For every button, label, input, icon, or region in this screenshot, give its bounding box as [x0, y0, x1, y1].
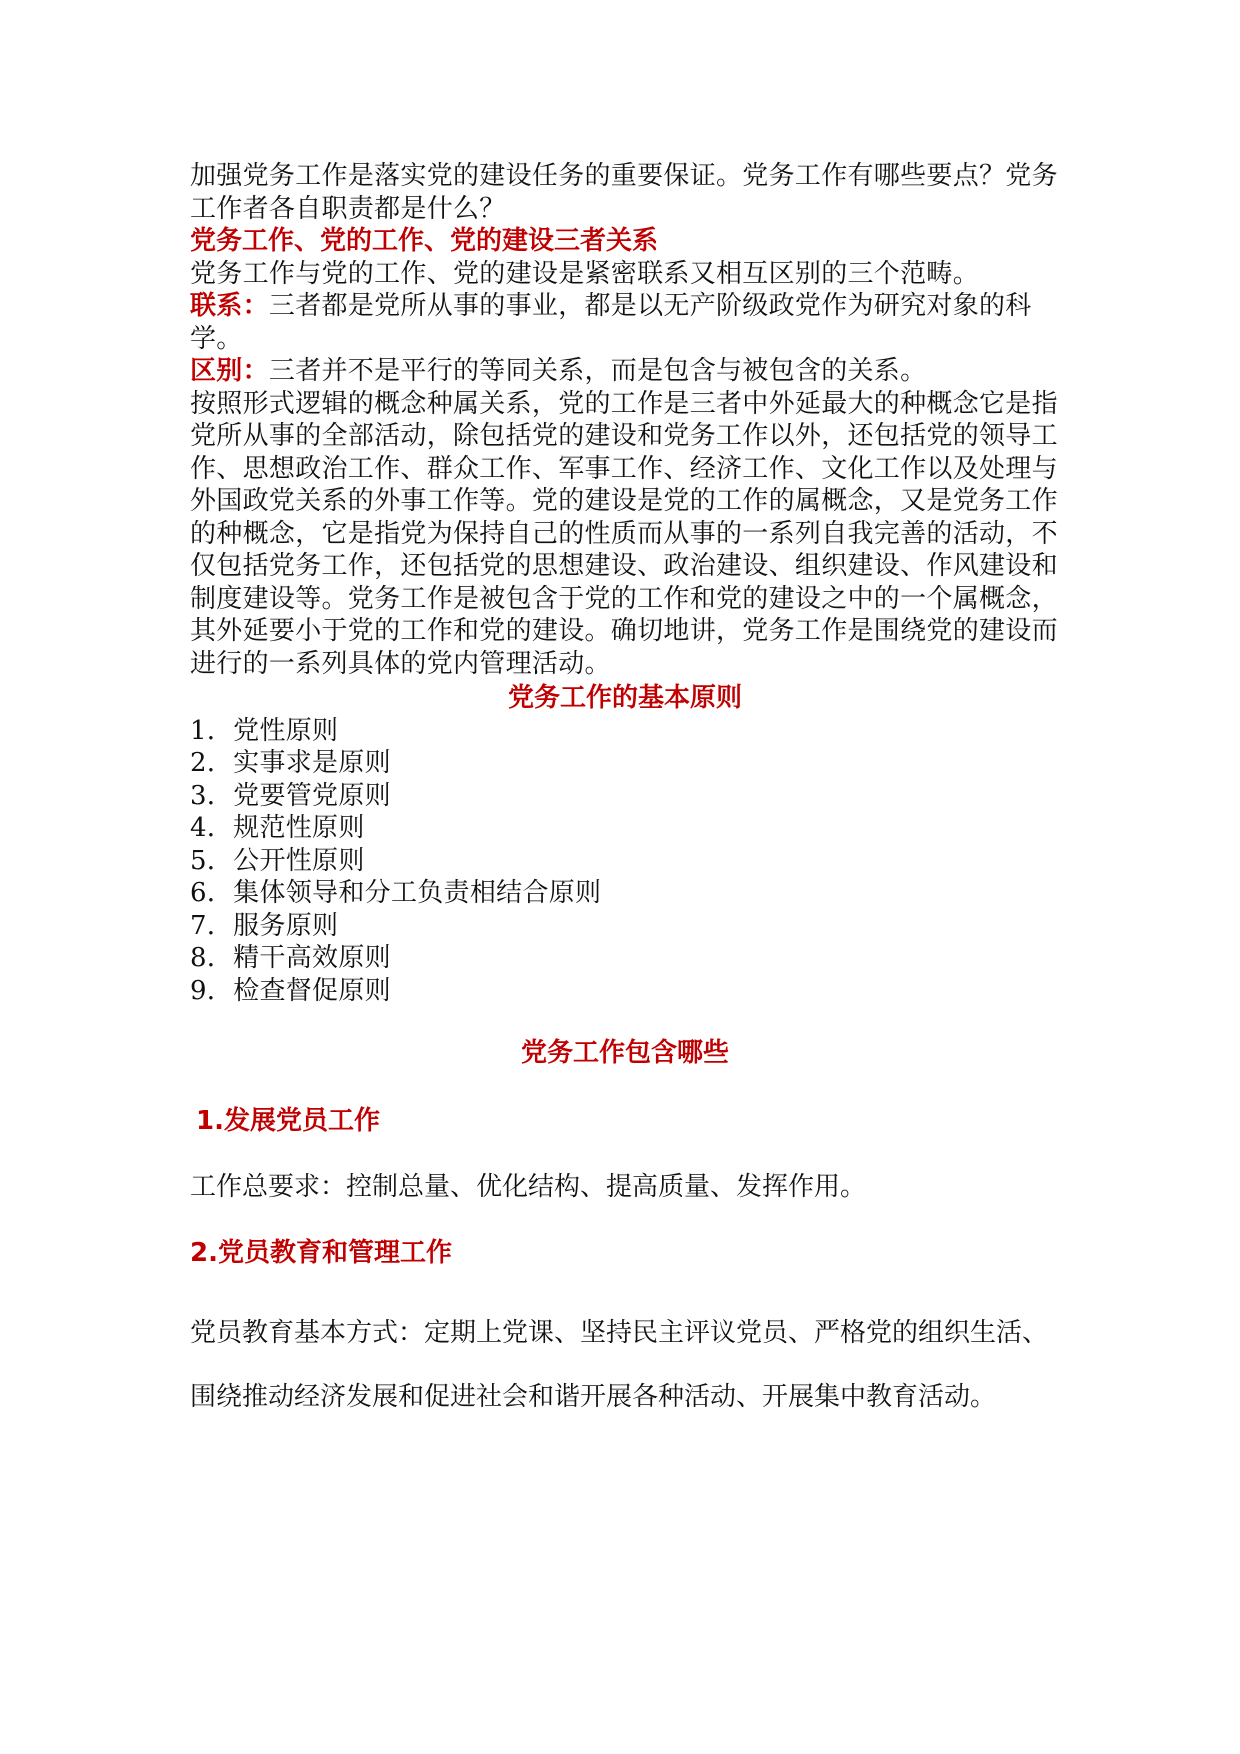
principle-item: 9．检查督促原则	[190, 975, 391, 1006]
principles-title: 党务工作的基本原则	[507, 683, 742, 713]
section2-heading: 2.党员教育和管理工作	[190, 1238, 452, 1268]
principle-item: 1．党性原则	[190, 715, 339, 746]
section1-text: 工作总要求：控制总量、优化结构、提高质量、发挥作用。	[190, 1172, 867, 1202]
principle-item: 3．党要管党原则	[190, 780, 391, 811]
principle-item: 8．精干高效原则	[190, 943, 391, 973]
diff-text: 三者并不是平行的等同关系，而是包含与被包含的关系。	[268, 356, 927, 386]
contents-title: 党务工作包含哪些	[520, 1038, 729, 1068]
principle-item: 7．服务原则	[190, 910, 339, 941]
principle-item: 6．集体领导和分工负责相结合原则	[190, 878, 602, 908]
relation-paragraph: 党务工作与党的工作、党的建设是紧密联系又相互区别的三个范畴。	[190, 258, 980, 289]
relation-heading: 党务工作、党的工作、党的建设三者关系	[190, 226, 659, 256]
detail-paragraph: 按照形式逻辑的概念种属关系，党的工作是三者中外延最大的种概念它是指党所从事的全部活动，除包括党的建设和党务工作以外，还包括党的领导工作、思想政治工作、群众工作、军事工作、经济工作、文化工作以及处理与外国政党关系的外事工作等。党的建设是党的工作的属概念，又是党务工作的种概念，它是指党为保持自己的性质而从事的一系列自我完善的活动，不仅包括党务工作，还包括党的思想建设、政治建设、组织建设、作风建设和制度建设等。党务工作是被包含于党的工作和党的建设之中的一个属概念，其外延要小于党的工作和党的建设。确切地讲，党务工作是围绕党的建设而进行的一系列具体的党内管理活动。	[190, 388, 1058, 679]
section2-text: 党员教育基本方式：定期上党课、坚持民主评议党员、严格党的组织生活、围绕推动经济发展和促进社会和谐开展各种活动、开展集中教育活动。	[190, 1318, 1049, 1412]
section1-heading: 1.发展党员工作	[196, 1106, 380, 1136]
link-paragraph	[190, 290, 1060, 355]
link-label: 联系：	[190, 291, 269, 321]
principle-item: 4．规范性原则	[190, 813, 365, 843]
principles-list	[190, 715, 1060, 1008]
principle-item: 5．公开性原则	[190, 845, 365, 876]
intro-paragraph: 加强党务工作是落实党的建设任务的重要保证。党务工作有哪些要点？党务工作者各自职责都是什么？	[190, 161, 1058, 224]
diff-label: 区别：	[190, 356, 269, 386]
document-page	[190, 160, 1060, 1429]
principle-item: 2．实事求是原则	[190, 748, 391, 778]
link-text: 三者都是党所从事的事业，都是以无产阶级政党作为研究对象的科学。	[190, 291, 1032, 354]
diff-paragraph	[190, 355, 1060, 388]
